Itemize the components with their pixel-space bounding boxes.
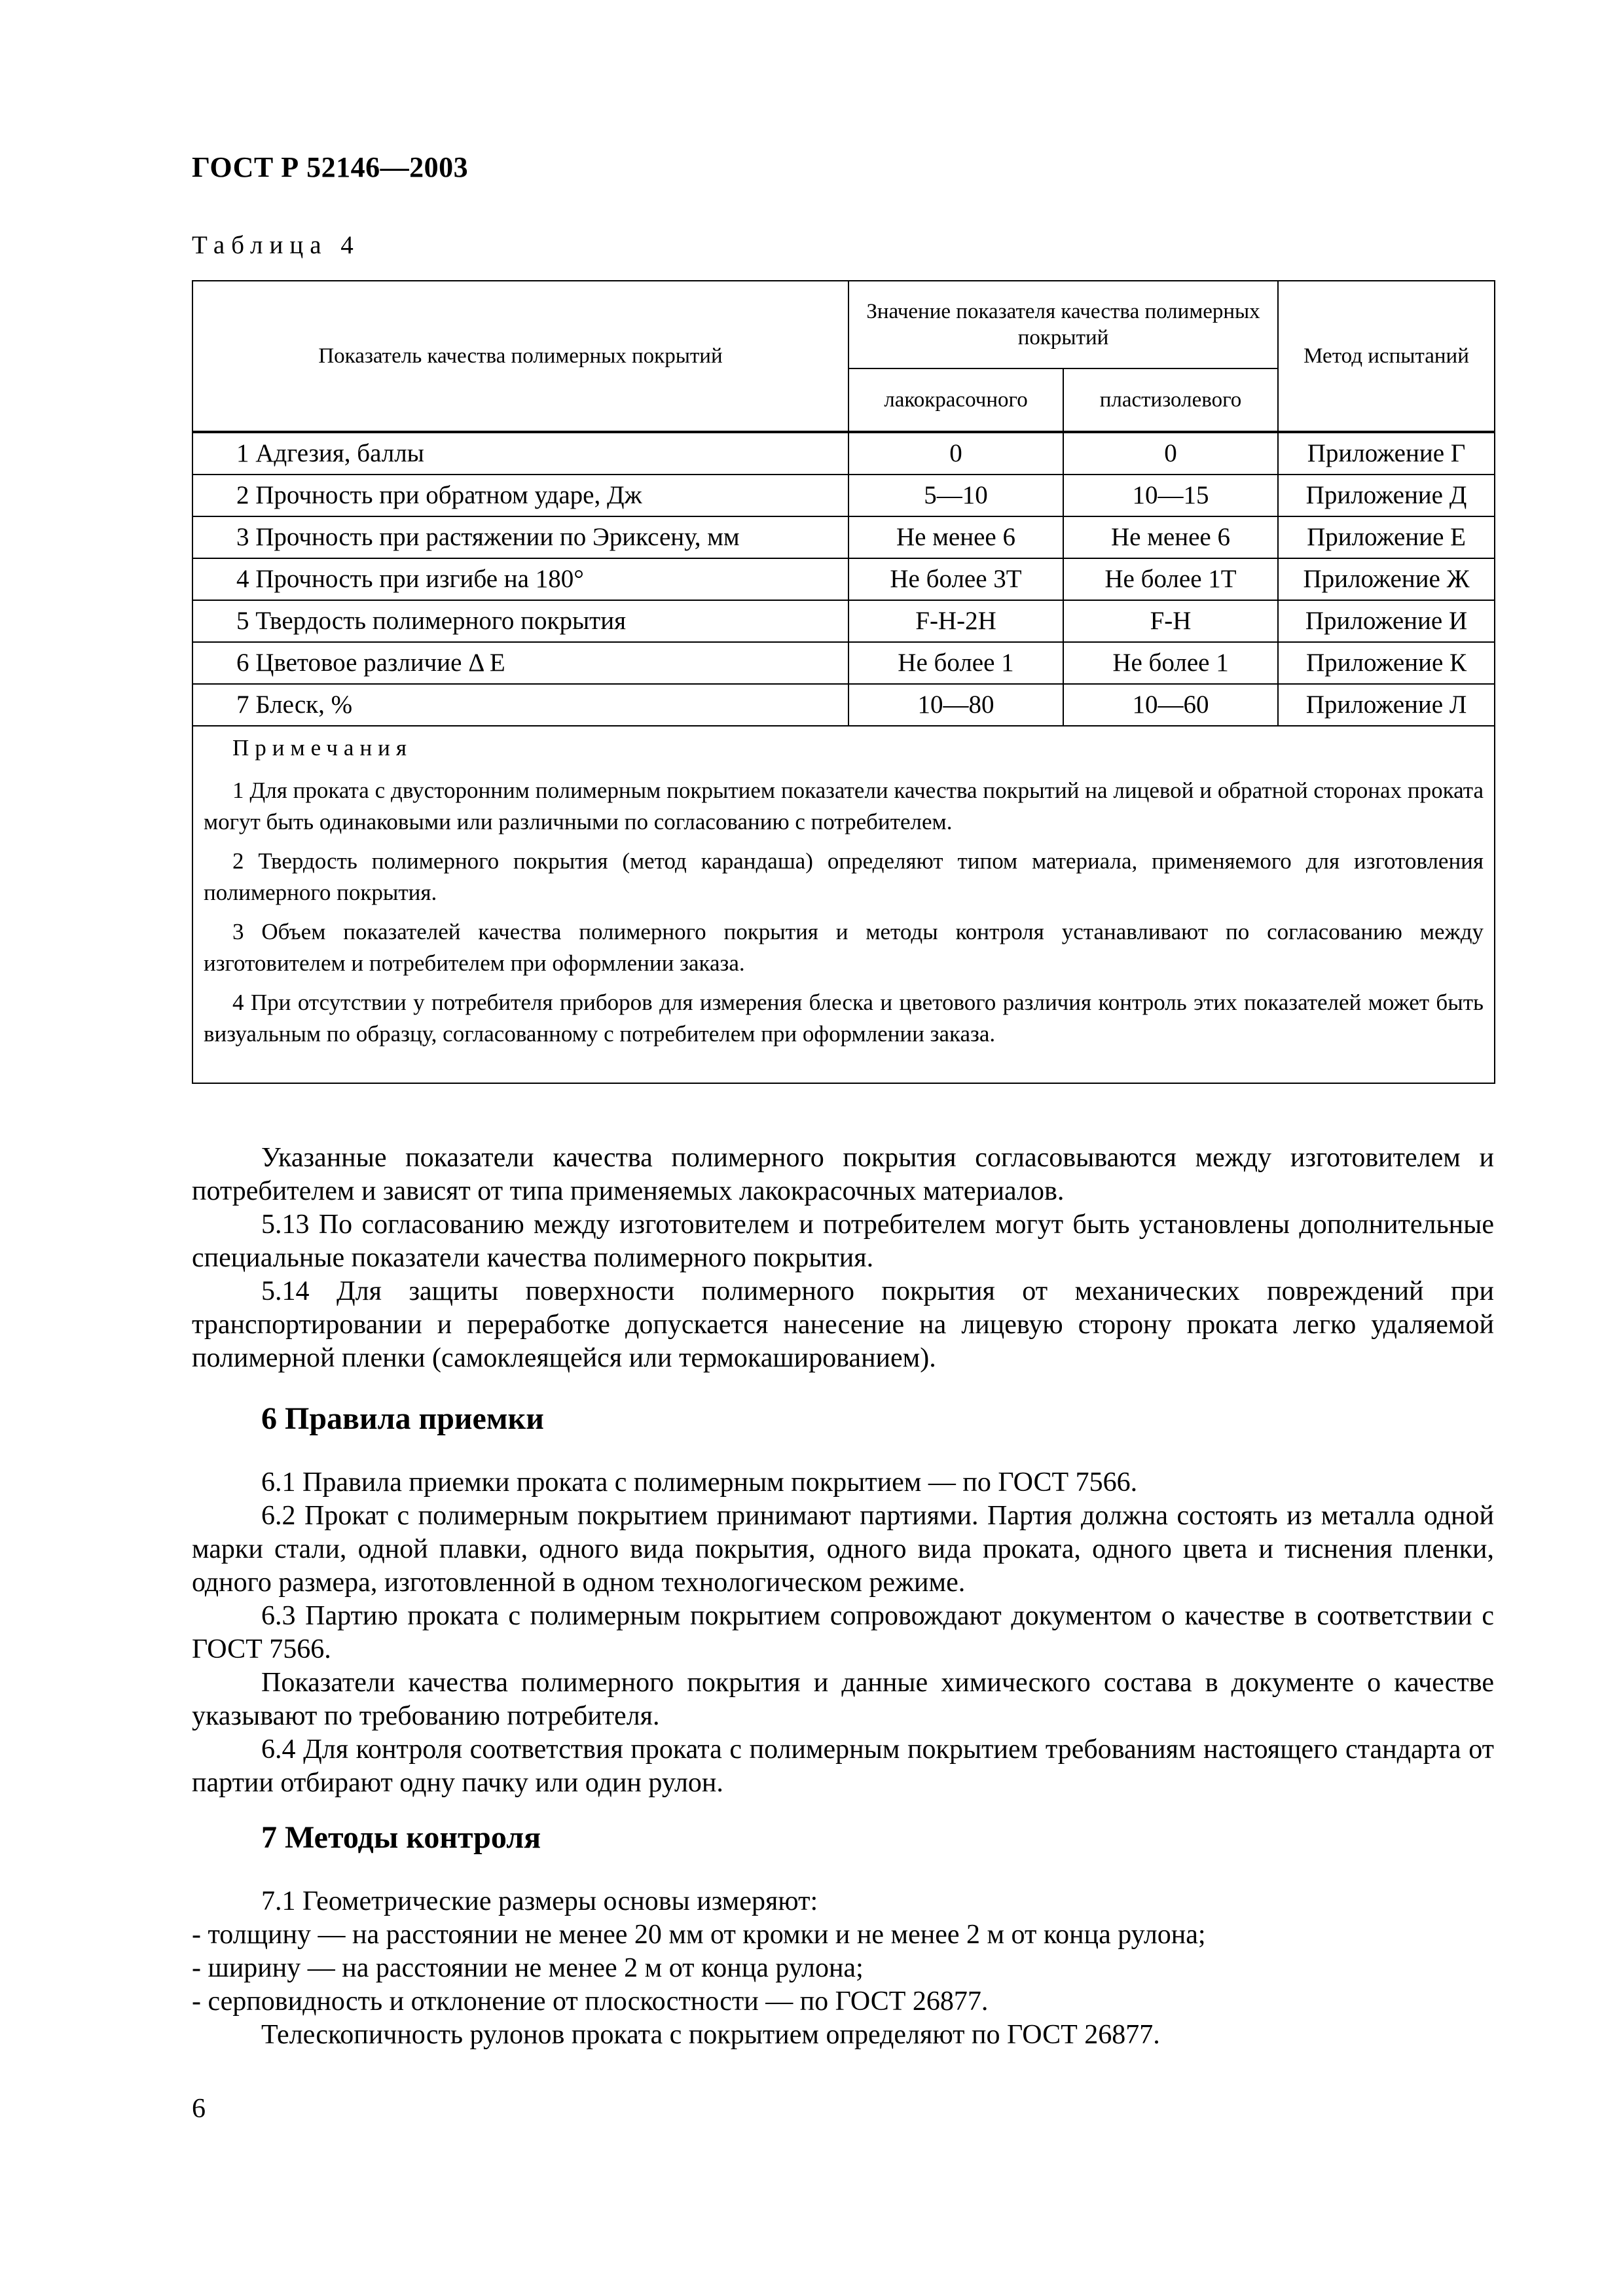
body-section-6: [192, 1466, 1494, 1800]
note-item: 1 Для проката с двусторонним полимерным покрытием показатели качества покрытий на лицевой и обратной сторонах проката могут быть одинаковыми или различными по согласованию с потребителем.: [204, 778, 1484, 834]
header-value-group: Значение показателя качества полимерных покрытий: [848, 281, 1278, 368]
value-paint-cell: F-H-2H: [848, 600, 1063, 642]
section-6-title: 6 Правила приемки: [261, 1401, 544, 1436]
value-paint-cell: Не более 3Т: [848, 558, 1063, 600]
value-plastisol-cell: Не более 1Т: [1063, 558, 1278, 600]
table-row: [192, 516, 1495, 558]
notes-title: Примечания: [232, 735, 413, 761]
header-method: Метод испытаний: [1278, 281, 1495, 432]
body-section-5: [192, 1141, 1494, 1375]
table-caption: Таблица 4: [192, 231, 360, 259]
param-cell: 1 Адгезия, баллы: [192, 432, 848, 475]
value-paint-cell: 10—80: [848, 684, 1063, 726]
table-notes-row: [192, 726, 1495, 1083]
method-cell: Приложение И: [1278, 600, 1495, 642]
method-cell: Приложение Л: [1278, 684, 1495, 726]
param-cell: 6 Цветовое различие Δ E: [192, 642, 848, 684]
table-row: [192, 600, 1495, 642]
section-7-title: 7 Методы контроля: [261, 1820, 541, 1855]
header-param: Показатель качества полимерных покрытий: [192, 281, 848, 432]
table-row: [192, 475, 1495, 516]
paragraph-7-1: 7.1 Геометрические размеры основы измеряют:: [261, 1886, 818, 1916]
page-number: 6: [192, 2094, 206, 2124]
value-paint-cell: Не более 1: [848, 642, 1063, 684]
method-cell: Приложение Г: [1278, 432, 1495, 475]
method-cell: Приложение Е: [1278, 516, 1495, 558]
param-cell: 4 Прочность при изгибе на 180°: [192, 558, 848, 600]
table-row: [192, 642, 1495, 684]
paragraph: Показатели качества полимерного покрытия и данные химического состава в документе о качестве указывают по требованию потребителя.: [192, 1668, 1494, 1731]
document-header: ГОСТ Р 52146—2003: [192, 151, 469, 183]
note-item: 4 При отсутствии у потребителя приборов для измерения блеска и цветового различия контроль этих показателей может быть визуальным по образцу, согласованному с потребителем при оформлении заказа.: [204, 990, 1484, 1047]
paragraph-6-1: 6.1 Правила приемки проката с полимерным покрытием — по ГОСТ 7566.: [261, 1467, 1138, 1498]
body-section-7: [192, 1885, 1494, 2052]
header-value-paint: лакокрасочного: [848, 368, 1063, 432]
paragraph-6-4: 6.4 Для контроля соответствия проката с полимерным покрытием требованиям настоящего стандарта от партии отбирают одну пачку или один рулон.: [192, 1734, 1494, 1798]
param-cell: 2 Прочность при обратном ударе, Дж: [192, 475, 848, 516]
value-plastisol-cell: 0: [1063, 432, 1278, 475]
value-plastisol-cell: 10—15: [1063, 475, 1278, 516]
method-cell: Приложение Ж: [1278, 558, 1495, 600]
paragraph-6-3: 6.3 Партию проката с полимерным покрытием сопровождают документом о качестве в соответствии с ГОСТ 7566.: [192, 1601, 1494, 1664]
table-row: [192, 558, 1495, 600]
list-item: - толщину — на расстоянии не менее 20 мм от кромки и не менее 2 м от конца рулона;: [192, 1920, 1206, 1950]
param-cell: 3 Прочность при растяжении по Эриксену, мм: [192, 516, 848, 558]
value-plastisol-cell: Не менее 6: [1063, 516, 1278, 558]
paragraph-6-2: 6.2 Прокат с полимерным покрытием принимают партиями. Партия должна состоять из металла одной марки стали, одной плавки, одного вида покрытия, одного вида проката, одного цвета и тиснения пленки, одного размера, изготовленной в одном технологическом режиме.: [192, 1501, 1494, 1598]
table-row: [192, 432, 1495, 475]
table-notes: [192, 726, 1495, 1083]
method-cell: Приложение Д: [1278, 475, 1495, 516]
paragraph: Телескопичность рулонов проката с покрытием определяют по ГОСТ 26877.: [261, 2020, 1160, 2050]
table-row: [192, 684, 1495, 726]
value-paint-cell: Не менее 6: [848, 516, 1063, 558]
header-value-plastisol: пластизолевого: [1063, 368, 1278, 432]
list-item: - ширину — на расстоянии не менее 2 м от конца рулона;: [192, 1953, 864, 1983]
value-plastisol-cell: Не более 1: [1063, 642, 1278, 684]
paragraph-5-14: 5.14 Для защиты поверхности полимерного покрытия от механических повреждений при транспортировании и переработке допускается нанесение на лицевую сторону проката легко удаляемой полимерной пленки (самоклеящейся или термокашированием).: [192, 1276, 1494, 1373]
paragraph: Указанные показатели качества полимерного покрытия согласовываются между изготовителем и потребителем и зависят от типа применяемых лакокрасочных материалов.: [192, 1143, 1494, 1206]
value-plastisol-cell: 10—60: [1063, 684, 1278, 726]
value-paint-cell: 0: [848, 432, 1063, 475]
param-cell: 5 Твердость полимерного покрытия: [192, 600, 848, 642]
value-plastisol-cell: F-H: [1063, 600, 1278, 642]
quality-table: [192, 280, 1495, 1084]
note-item: 2 Твердость полимерного покрытия (метод карандаша) определяют типом материала, применяемого для изготовления полимерного покрытия.: [204, 848, 1484, 905]
method-cell: Приложение К: [1278, 642, 1495, 684]
param-cell: 7 Блеск, %: [192, 684, 848, 726]
list-item: - серповидность и отклонение от плоскостности — по ГОСТ 26877.: [192, 1986, 989, 2017]
value-paint-cell: 5—10: [848, 475, 1063, 516]
paragraph-5-13: 5.13 По согласованию между изготовителем и потребителем могут быть установлены дополнительные специальные показатели качества полимерного покрытия.: [192, 1210, 1494, 1273]
note-item: 3 Объем показателей качества полимерного покрытия и методы контроля устанавливают по согласованию между изготовителем и потребителем при оформлении заказа.: [204, 919, 1484, 976]
